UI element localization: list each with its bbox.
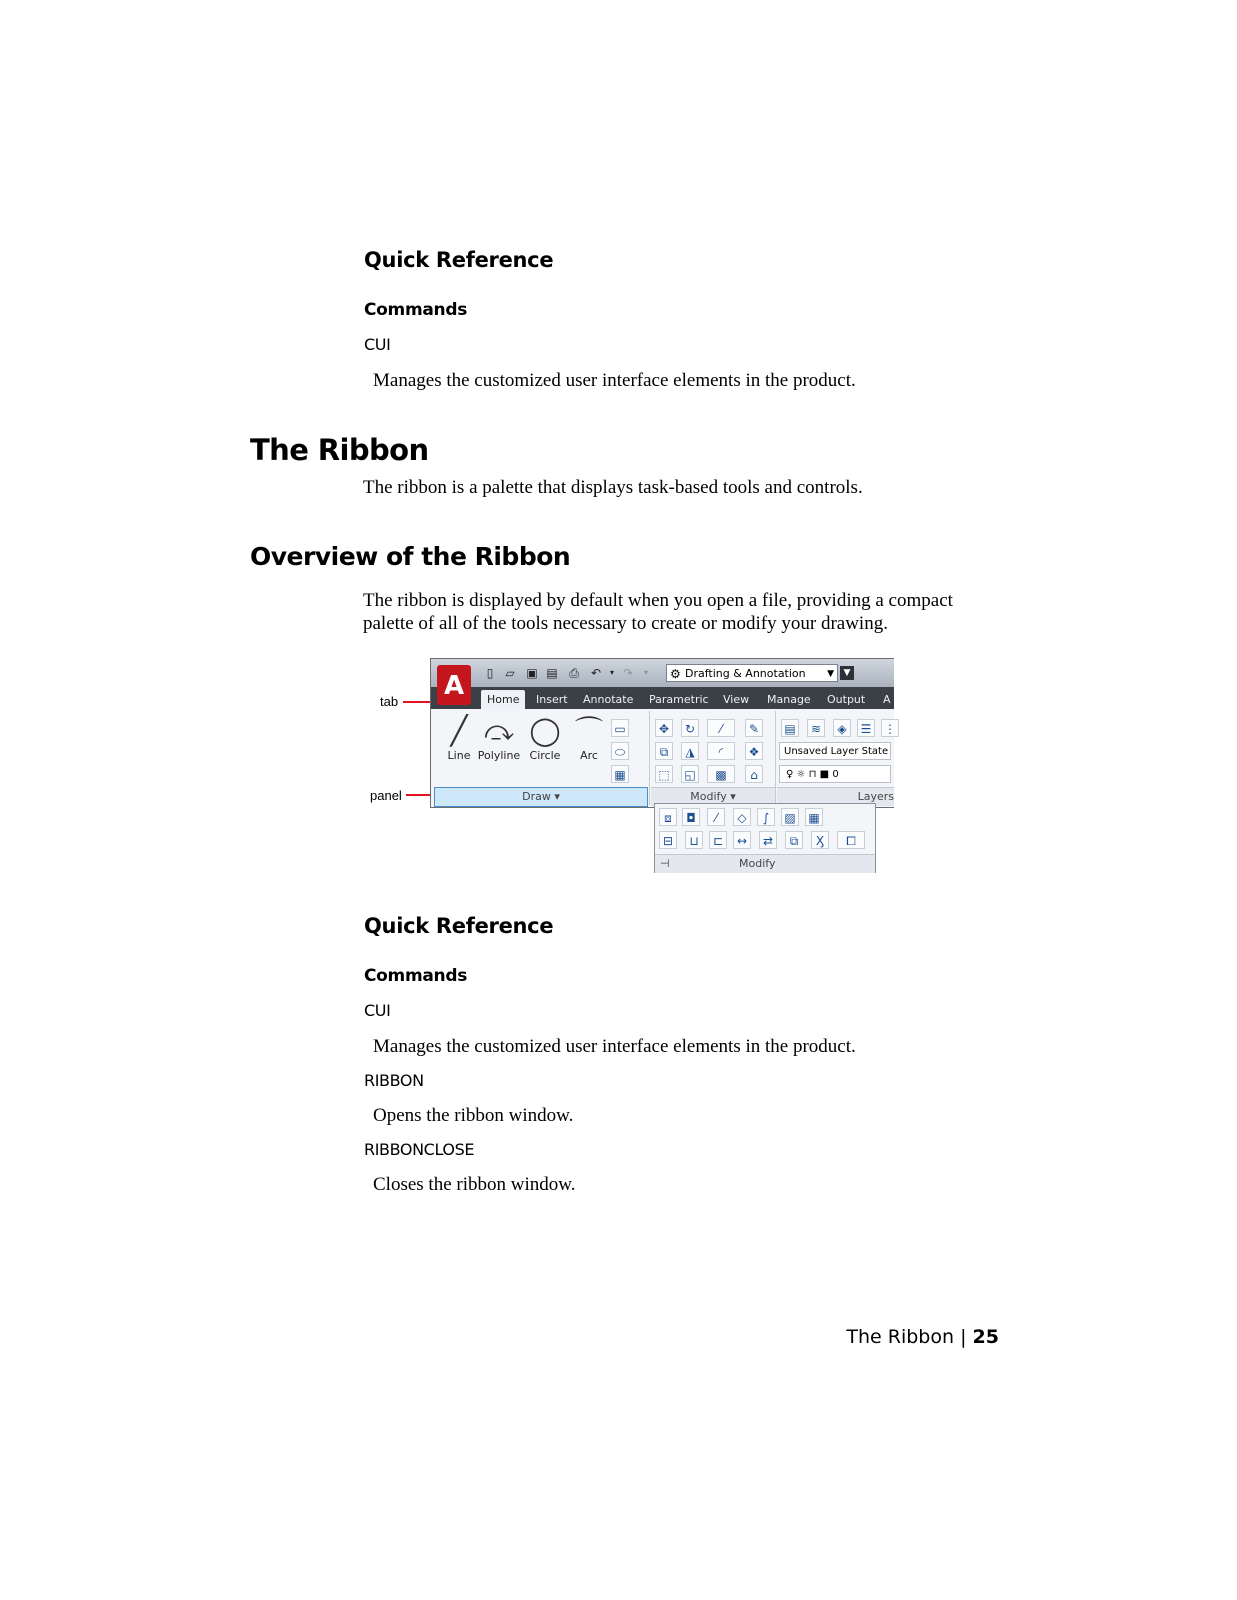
layer-properties-icon[interactable]: ▤ [781, 719, 799, 737]
arc-tool-label: Arc [580, 749, 598, 762]
rectangle-icon[interactable]: ▭ [611, 719, 629, 737]
polyline-tool[interactable] [475, 713, 523, 773]
command-description: Opens the ribbon window. [373, 1105, 574, 1126]
command-name: CUI [364, 1001, 391, 1020]
callout-tab-label: tab [380, 694, 399, 709]
polyline-icon: ⤼ [484, 714, 514, 747]
tab-home[interactable]: Home [481, 690, 525, 709]
break-icon[interactable]: ⊔ [685, 831, 703, 849]
modify-panel-flyout [654, 803, 876, 873]
ribbon-window [430, 658, 894, 808]
panel-separator [649, 711, 650, 805]
tab-insert[interactable]: Insert [536, 693, 568, 706]
copy-nested-icon[interactable]: ⧉ [785, 831, 803, 849]
line-tool-label: Line [447, 749, 471, 762]
fillet-icon[interactable]: ◜ [707, 742, 735, 760]
stretch-icon[interactable]: ⬚ [655, 765, 673, 783]
pin-icon[interactable]: ⊣ [660, 857, 670, 870]
circle-tool-label: Circle [529, 749, 561, 762]
overkill-icon[interactable]: ⧠ [837, 831, 865, 849]
draw-panel-title[interactable] [434, 787, 648, 807]
modify-flyout-bar [655, 854, 875, 873]
command-description: Closes the ribbon window. [373, 1174, 576, 1195]
chevron-down-icon: ▾ [730, 790, 736, 803]
ellipse-icon[interactable]: ⬭ [611, 742, 629, 760]
layers-panel-label: Layers [857, 790, 894, 803]
join-icon[interactable]: ↔ [733, 831, 751, 849]
tab-output[interactable]: Output [827, 693, 866, 706]
undo-icon[interactable]: ↶ [590, 666, 602, 680]
callout-panel-label: panel [370, 788, 402, 803]
save-icon[interactable]: ▣ [526, 666, 538, 680]
layer-state-value: Unsaved Layer State [784, 746, 889, 757]
layer-state-dropdown[interactable] [779, 742, 891, 760]
scale-icon[interactable]: ◱ [681, 765, 699, 783]
match-layer-icon[interactable]: ☰ [857, 719, 875, 737]
layer-more-icon[interactable]: ⋮ [881, 719, 899, 737]
lengthen-icon[interactable]: ⁄ [707, 808, 725, 826]
mirror-icon[interactable]: ◮ [681, 742, 699, 760]
circle-tool[interactable] [523, 713, 567, 773]
edit-hatch-icon[interactable]: ▨ [781, 808, 799, 826]
erase-icon[interactable]: ✎ [745, 719, 763, 737]
workspace-name: Drafting & Annotation [685, 667, 806, 680]
chapter-intro: The ribbon is a palette that displays task-based tools and controls. [363, 477, 863, 498]
customize-toolbar-icon[interactable]: ▼ [840, 666, 854, 680]
ribbon-panels [431, 709, 894, 807]
chevron-down-icon[interactable]: ▾ [643, 668, 648, 677]
page-number: 25 [972, 1326, 999, 1348]
application-menu-button[interactable] [437, 665, 471, 705]
edit-polyline-icon[interactable]: ◇ [733, 808, 751, 826]
offset-icon[interactable]: ⌂ [745, 765, 763, 783]
edit-spline-icon[interactable]: ∫ [757, 808, 775, 826]
commands-heading: Commands [364, 300, 468, 320]
hatch-icon[interactable]: ▦ [611, 765, 629, 783]
page-footer [846, 1326, 999, 1348]
gear-icon: ⚙ [670, 667, 681, 681]
set-by-layer-icon[interactable]: Ӽ [811, 831, 829, 849]
save-as-icon[interactable]: ▤ [546, 666, 558, 680]
command-name: RIBBON [364, 1071, 424, 1090]
redo-icon[interactable]: ↷ [622, 666, 634, 680]
ribbon-tab-bar [431, 687, 894, 709]
bring-front-icon[interactable]: ◘ [682, 808, 700, 826]
section-body: The ribbon is displayed by default when you open a file, providing a compact palette of all of the tools necessary to create or modify your drawing. [363, 590, 953, 634]
draworder-icon[interactable]: ⧈ [659, 808, 677, 826]
line-icon: ╱ [450, 714, 468, 747]
color-swatch-icon: ■ [819, 769, 830, 780]
edit-array-icon[interactable]: ▦ [805, 808, 823, 826]
lightbulb-icon: ♀ [786, 769, 794, 780]
draw-panel-label: Draw [522, 790, 551, 803]
align-icon[interactable]: ⊟ [659, 831, 677, 849]
arc-tool[interactable] [567, 713, 611, 773]
layer-states-icon[interactable]: ≋ [807, 719, 825, 737]
workspace-selector[interactable] [666, 664, 838, 682]
commands-heading: Commands [364, 966, 468, 986]
polyline-tool-label: Polyline [477, 749, 521, 762]
ribbon-figure [365, 655, 905, 875]
lock-icon: ⊓ [808, 769, 817, 780]
command-description: Manages the customized user interface elements in the product. [373, 370, 856, 391]
section-title: Overview of the Ribbon [250, 542, 571, 571]
rotate-icon[interactable]: ↻ [681, 719, 699, 737]
make-current-icon[interactable]: ◈ [833, 719, 851, 737]
arc-icon: ⌒ [574, 714, 603, 747]
chevron-down-icon: ▼ [827, 669, 834, 679]
footer-section-title: The Ribbon [846, 1326, 955, 1348]
explode-icon[interactable]: ❖ [745, 742, 763, 760]
quick-reference-heading: Quick Reference [364, 914, 554, 938]
break-at-point-icon[interactable]: ⊏ [709, 831, 727, 849]
print-icon[interactable]: ⎙ [569, 666, 579, 680]
reverse-icon[interactable]: ⇄ [759, 831, 777, 849]
autocad-logo-icon: A [444, 671, 465, 701]
move-icon[interactable]: ✥ [655, 719, 673, 737]
chevron-down-icon[interactable]: ▾ [609, 668, 614, 677]
quick-reference-heading: Quick Reference [364, 248, 554, 272]
new-file-icon[interactable]: ▯ [486, 666, 494, 680]
quick-access-toolbar [431, 659, 894, 687]
sun-icon: ☼ [796, 769, 806, 780]
command-name: CUI [364, 335, 391, 354]
tab-more[interactable]: A [883, 693, 891, 706]
tab-parametric[interactable]: Parametric [649, 693, 709, 706]
copy-icon[interactable]: ⧉ [655, 742, 673, 760]
circle-icon: ◯ [529, 714, 561, 747]
command-description: Manages the customized user interface elements in the product. [373, 1036, 856, 1057]
command-name: RIBBONCLOSE [364, 1140, 475, 1159]
tab-view[interactable]: View [723, 693, 750, 706]
layer-dropdown[interactable] [779, 765, 891, 783]
modify-flyout-label: Modify [739, 857, 776, 870]
chevron-down-icon: ▾ [554, 790, 560, 803]
current-layer-name: 0 [832, 769, 839, 780]
panel-separator [775, 711, 776, 805]
trim-icon[interactable]: ⁄ [707, 719, 735, 737]
tab-manage[interactable]: Manage [767, 693, 811, 706]
array-icon[interactable]: ▩ [707, 765, 735, 783]
modify-panel-label: Modify [690, 790, 727, 803]
open-folder-icon[interactable]: ▱ [505, 666, 515, 680]
tab-annotate[interactable]: Annotate [583, 693, 634, 706]
chapter-title: The Ribbon [250, 433, 429, 467]
footer-separator: | [960, 1326, 967, 1348]
